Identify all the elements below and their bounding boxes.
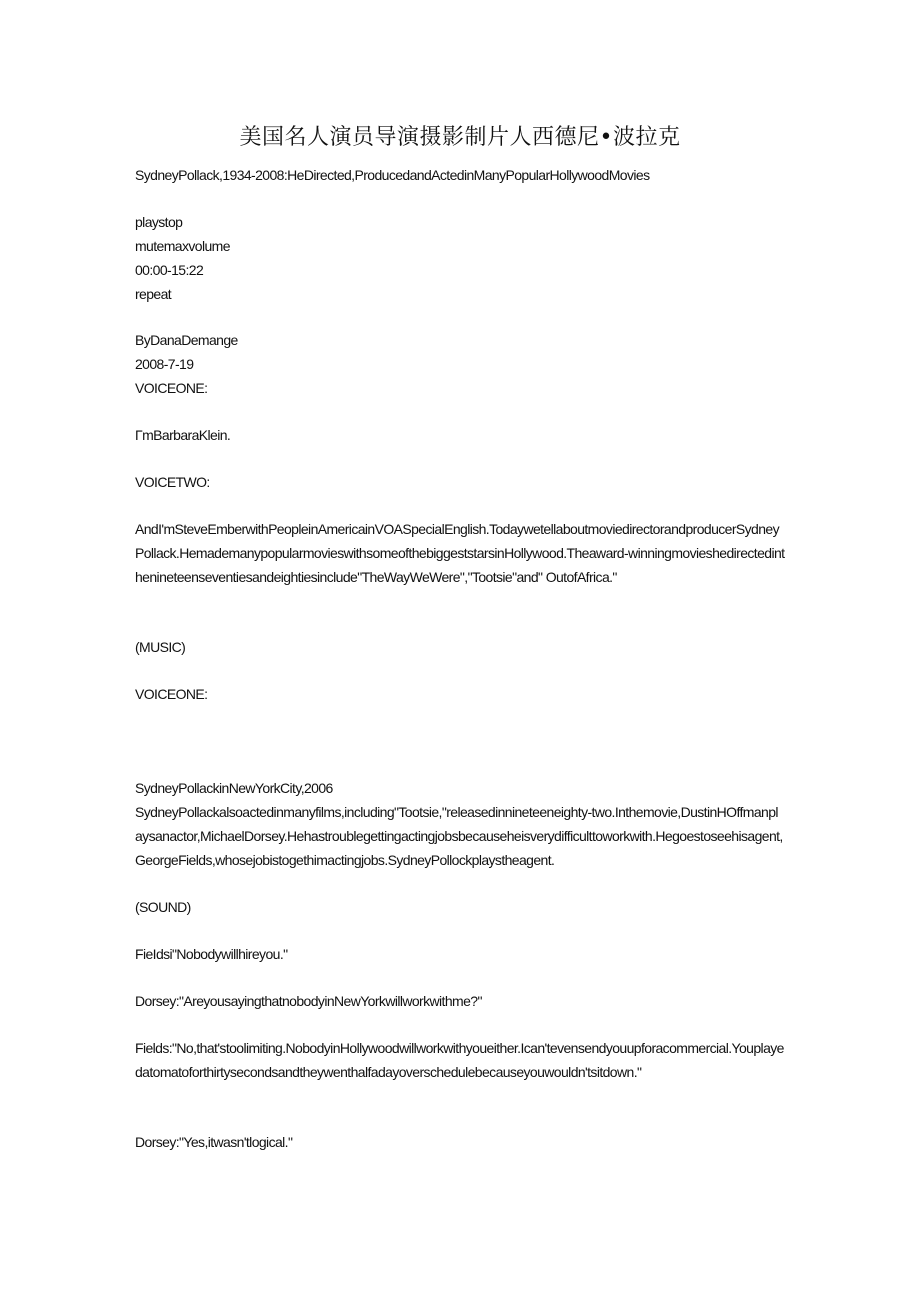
dialogue-line: ΓmBarbaraKlein. (135, 427, 231, 443)
dialogue-line: Dorsey:"AreyousayingthatnobodyinNewYorkwillworkwithme?" (135, 993, 482, 1009)
speaker-label: VOICEONE: (135, 380, 208, 396)
player-repeat: repeat (135, 286, 172, 302)
player-time: 00:00-15:22 (135, 262, 204, 278)
player-controls-volume: mutemaxvolume (135, 238, 230, 254)
tootsie-paragraph: SydneyPollackalsoactedinmanyfilms,including"Tootsie,"releasedinnineteeneighty-two.Inthemovie,DustinHOffmanplaysanactor,MichaelDorsey.Hehastroublegettingactingjobsbecauseheisverydifficulttoworkwith.Hegoestoseehisagent,GeorgeFields,whosejobistogethimactingjobs.SydneyPollockplaystheagent. (135, 804, 783, 868)
date: 2008-7-19 (135, 356, 194, 372)
player-controls-play-stop: playstop (135, 214, 183, 230)
sound-cue: (SOUND) (135, 899, 191, 915)
page-title: 美国名人演员导演摄影制片人西德尼•波拉克 (239, 125, 681, 150)
speaker-label: VOICEONE: (135, 686, 208, 702)
speaker-label: VOICETWO: (135, 474, 210, 490)
intro-paragraph: AndI'mSteveEmberwithPeopleinAmericainVOASpecialEnglish.TodaywetellaboutmoviedirectorandproducerSydneyPollack.HemademanypopularmovieswithsomeofthebiggeststarsinHollywood.Theaward-winningmovieshedirectedinthenineteenseventiesandeightiesinclude"TheWayWeWere","Tootsie"and" OutofAfrica." (135, 521, 785, 585)
dialogue-paragraph: Fields:"No,that'stoolimiting.NobodyinHollywoodwillworkwithyoueither.Ican'tevensendyouupforacommercial.Youplayedatomatoforthirtysecondsandtheywenthalfadayoverschedulebecauseyouwouldn'tsitdown." (135, 1040, 784, 1080)
dialogue-line: FieIdsi"Nobodywillhireyou." (135, 946, 288, 962)
music-cue: (MUSIC) (135, 639, 186, 655)
byline: ByDanaDemange (135, 332, 238, 348)
image-caption: SydneyPollackinNewYorkCity,2006 (135, 780, 333, 796)
article-subtitle: SydneyPollack,1934-2008:HeDirected,ProducedandActedinManyPopularHollywoodMovies (135, 167, 650, 183)
dialogue-line: Dorsey:"Yes,itwasn'tlogical." (135, 1134, 293, 1150)
